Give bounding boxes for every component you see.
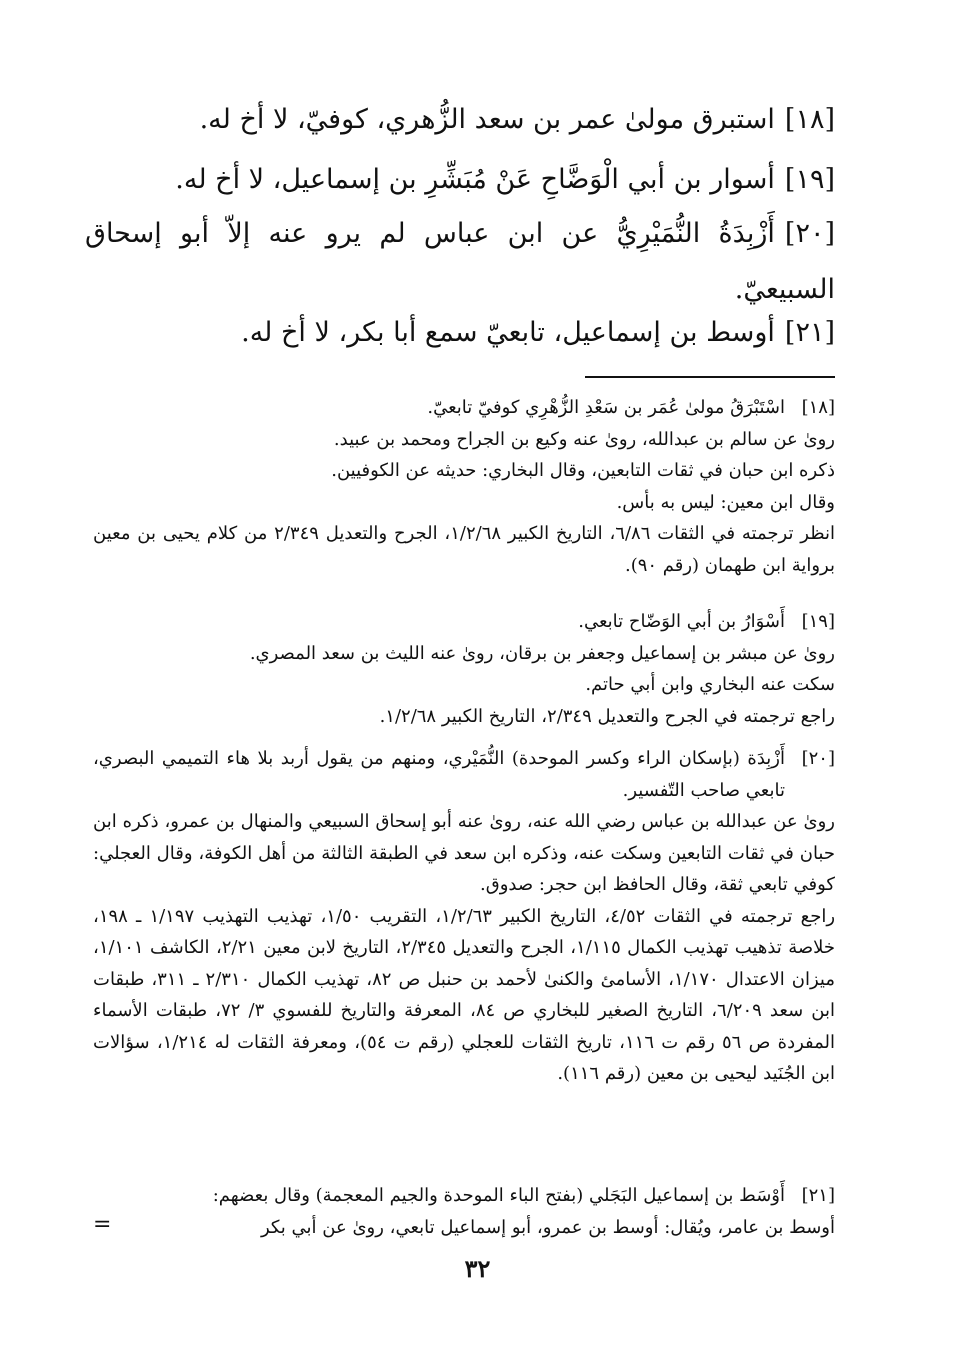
footnote-number: [١٩] (801, 611, 835, 632)
entry-text: أسوار بن أبي الْوَضَّاحِ عَنْ مُبَشِّرِ بن إسماعيل، لا أخ له. (175, 164, 775, 195)
entry-number: [٢٠] (784, 218, 835, 249)
entry-number: [٢١] (784, 317, 835, 348)
entry-text: أوسط بن إسماعيل، تابعيّ سمع أبا بكر، لا أخ له. (241, 317, 775, 348)
footnote-head (93, 606, 835, 638)
footnote-paragraph: راجع ترجمته في الثقات ٤/٥٢، التاريخ الكبير ١/٢/٦٣، التقريب ١/٥٠، تهذيب التهذيب ١/١٩٧ ـ ١٩٨، خلاصة تذهيب تهذيب الكمال ١/١١٥، الجرح والتعديل ٢/٣٤٥، التاريخ لابن معين ٢/٢١، الكاشف ١/١٠١، ميزان الاعتدال ١/١٧٠، الأسامئ والكنىٰ لأحمد بن حنبل ص ٨٢، تهذيب الكمال ٢/٣١٠ ـ ٣١١، طبقات ابن سعد ٦/٢٠٩، التاريخ الصغير للبخاري ص ٨٤، المعرفة والتاريخ للفسوي ٣/ ٧٢، طبقات الأسماء المفردة ص ٥٦ رقم ت ١١٦، تاريخ الثقات للعجلي (رقم ت ٥٤)، ومعرفة الثقات له ١/٢١٤، سؤالات ابن الجُنَيد ليحيى بن معين (رقم ١١٦). (93, 905, 836, 1084)
main-entry-19 (90, 160, 835, 200)
entry-text: استبرق مولىٰ عمر بن سعد الزُّهري، كوفيّ، لا أخ له. (199, 104, 775, 135)
entry-number: [١٩] (784, 164, 835, 195)
footnote-number: [٢٠] (801, 748, 835, 769)
footnote-title: أَسْوَارُ بن أبي الوَضّاح تابعي. (578, 611, 785, 632)
footnote-head (93, 392, 835, 424)
footnote-title: اسْتَبْرَقُ مولىٰ عُمَر بن سَعْدِ الزُّهْرِي كوفيّ تابعيّ. (427, 397, 785, 418)
main-entry-18 (90, 100, 835, 140)
continuation-mark: = (93, 1212, 112, 1237)
footnote-divider (585, 376, 835, 378)
footnote-number: [١٨] (801, 397, 835, 418)
footnote-line: روىٰ عن سالم بن عبدالله، روىٰ عنه وكيع بن الجراح ومحمد بن عبيد. (333, 428, 835, 450)
footnote-21 (93, 1180, 835, 1243)
footnote-head (93, 1180, 835, 1212)
footnote-paragraph: انظر ترجمته في الثقات ٦/٨٦، التاريخ الكبير ١/٢/٦٨، الجرح والتعديل ٢/٣٤٩ من كلام يحيى بن معين برواية ابن طهمان (رقم ٩٠). (93, 523, 836, 576)
footnote-line: أوسط بن عامر، ويُقال: أوسط بن عمرو، أبو إسماعيل تابعي، روىٰ عن أبي بكر (260, 1216, 835, 1238)
footnote-title: أَوْسَط بن إسماعيل البَجَلي (بفتح الباء الموحدة والجيم المعجمة) وقال بعضهم: (212, 1185, 785, 1206)
footnote-18 (93, 392, 835, 581)
footnote-line: ذكره ابن حبان في ثقات التابعين، وقال البخاري: حديثه عن الكوفيين. (331, 460, 835, 481)
footnote-20 (93, 743, 835, 1090)
main-entry-20 (85, 206, 835, 318)
footnote-title: أَزْبِدَة (بإسكان الراء وكسر الموحدة) النُّمَيْري، ومنهم من يقول أربد بلا هاء التميمي البصري، تابعي صاحب التّفسير. (93, 748, 785, 801)
entry-text: أَزْبِدَةُ النُّمَيْرِيُّ عن ابن عباس لم يرو عنه إلاّ أبو إسحاق السبيعيّ. (85, 218, 835, 305)
entry-number: [١٨] (784, 104, 835, 135)
main-entry-21 (90, 313, 835, 353)
footnote-line: روىٰ عن مبشر بن إسماعيل وجعفر بن برقان، روىٰ عنه الليث بن سعد المصري. (249, 642, 835, 664)
footnote-head (93, 743, 835, 806)
footnote-line: سكت عنه البخاري وابن أبي حاتم. (585, 674, 835, 695)
page-number: ٣٢ (464, 1254, 491, 1283)
footnote-19 (93, 606, 835, 732)
footnote-line: وقال ابن معين: ليس به بأس. (616, 491, 835, 513)
footnote-line: راجع ترجمته في الجرح والتعديل ٢/٣٤٩، التاريخ الكبير ١/٢/٦٨. (379, 705, 835, 727)
footnote-number: [٢١] (801, 1185, 835, 1206)
footnote-paragraph: روىٰ عن عبدالله بن عباس رضي الله عنه، روىٰ عنه أبو إسحاق السبيعي والمنهال بن عمرو، ذكره ابن حبان في ثقات التابعين وسكت عنه، وذكره ابن سعد في الطبقة الثالثة من أهل الكوفة، وقال العجلي: كوفي تابعي ثقة، وقال الحافظ ابن حجر: صدوق. (93, 811, 835, 895)
